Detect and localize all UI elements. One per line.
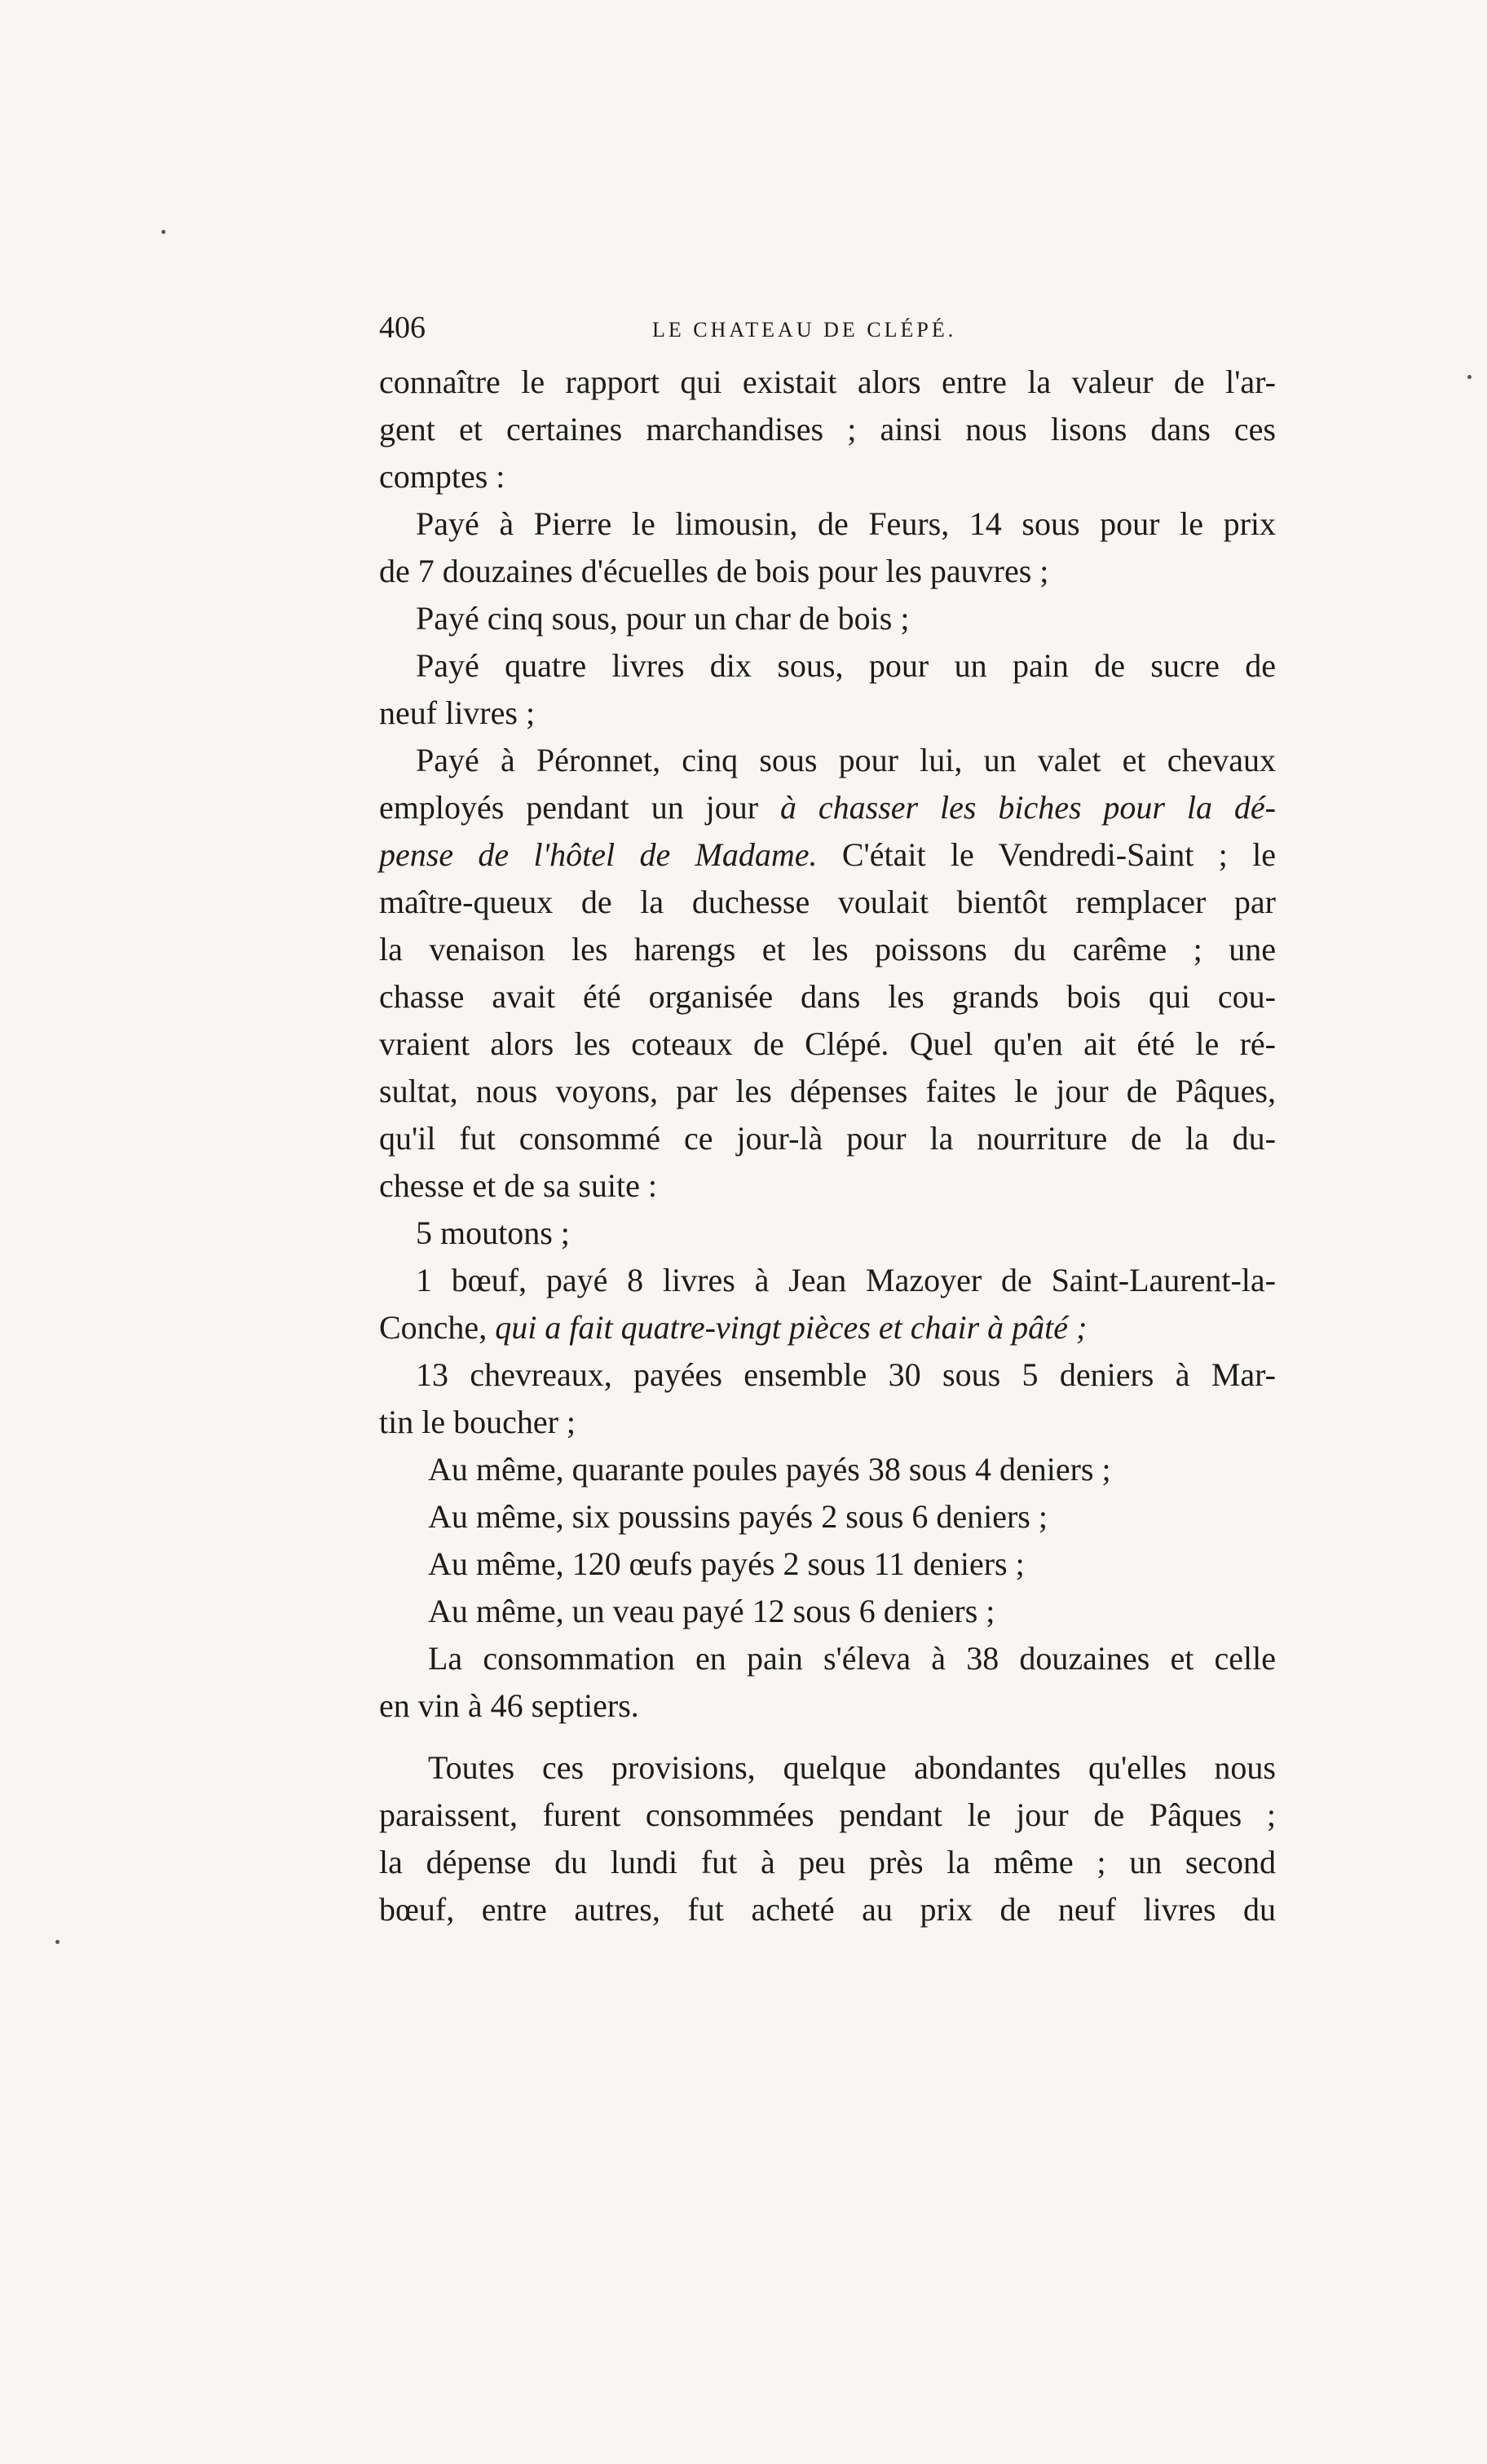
text-line: en vin à 46 septiers. [379,1687,639,1724]
text-line: Payé à Péronnet, cinq sous pour lui, un valet et chevaux [416,742,1276,778]
italic-run: à chasser les biches pour la dé- [779,789,1276,826]
text-line: neuf livres ; [379,694,536,731]
text-line: gent et certaines marchandises ; ainsi nous lisons dans ces [379,411,1276,447]
text-line: Au même, six poussins payés 2 sous 6 deniers ; [428,1498,1048,1535]
text-line: tin le boucher ; [379,1404,576,1440]
text-line: paraissent, furent consommées pendant le jour de Pâques ; [379,1796,1276,1833]
text-line: chesse et de sa suite : [379,1167,657,1204]
text-run: Conche, [379,1309,496,1346]
page-number: 406 [379,311,426,345]
text-line: bœuf, entre autres, fut acheté au prix de neuf livres du [379,1891,1276,1928]
text-line: comptes : [379,458,505,495]
text-line: Toutes ces provisions, quelque abondantes qu'elles nous [428,1749,1276,1786]
text-line: de 7 douzaines d'écuelles de bois pour les pauvres ; [379,553,1049,589]
text-line: 13 chevreaux, payées ensemble 30 sous 5 deniers à Mar- [416,1356,1276,1393]
text-line: connaître le rapport qui existait alors entre la valeur de l'ar- [379,364,1276,400]
text-line: sultat, nous voyons, par les dépenses faites le jour de Pâques, [379,1073,1276,1109]
text-line: chasse avait été organisée dans les grands bois qui cou- [379,978,1276,1015]
text-line [379,784,1276,831]
text-line: Payé à Pierre le limousin, de Feurs, 14 sous pour le prix [416,505,1276,542]
text-line: 1 bœuf, payé 8 livres à Jean Mazoyer de Saint-Laurent-la- [416,1262,1276,1298]
text-line: vraient alors les coteaux de Clépé. Quel qu'en ait été le ré- [379,1025,1276,1062]
scan-speck [161,230,165,234]
page-header [379,310,1276,359]
text-line: Au même, un veau payé 12 sous 6 deniers ; [428,1593,995,1629]
text-line: Payé cinq sous, pour un char de bois ; [416,600,910,637]
running-title: LE CHATEAU DE CLÉPÉ. [652,318,957,342]
text-run: employés pendant un jour [379,789,780,826]
text-line: 5 moutons ; [416,1214,570,1251]
text-line: La consommation en pain s'éleva à 38 douzaines et celle [428,1640,1276,1677]
text-line: la venaison les harengs et les poissons du carême ; une [379,931,1276,968]
text-line: qu'il fut consommé ce jour-là pour la nourriture de la du- [379,1120,1276,1157]
scan-speck [55,1940,60,1944]
italic-run: pense de l'hôtel de Madame. [379,836,818,873]
text-line: maître-queux de la duchesse voulait bientôt remplacer par [379,884,1276,920]
text-line [379,1304,1276,1351]
book-page [379,310,1276,1933]
text-line: Payé quatre livres dix sous, pour un pain de sucre de [416,647,1276,684]
text-run: C'était le Vendredi-Saint ; le [817,836,1276,873]
paragraph-gap [379,1730,1276,1744]
text-line: la dépense du lundi fut à peu près la même ; un second [379,1844,1276,1880]
body-text [379,359,1276,1933]
scan-speck [1467,375,1472,379]
italic-run: qui a fait quatre-vingt pièces et chair à pâté ; [495,1309,1088,1346]
text-line: Au même, 120 œufs payés 2 sous 11 deniers ; [428,1545,1025,1582]
text-line [379,831,1276,879]
text-line: Au même, quarante poules payés 38 sous 4 deniers ; [428,1451,1111,1488]
